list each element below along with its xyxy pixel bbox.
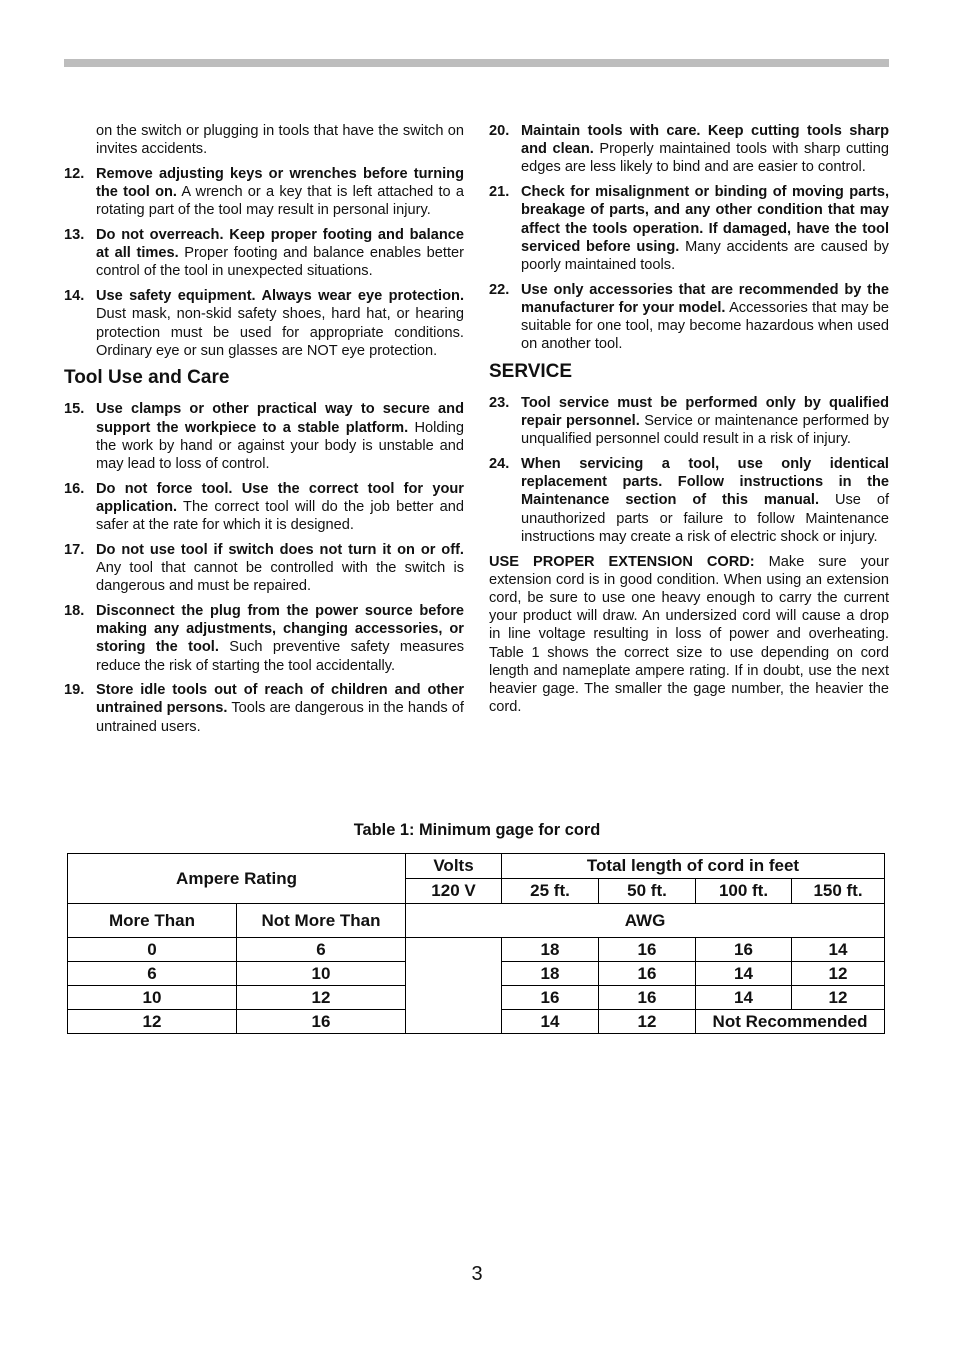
table-caption: Table 1: Minimum gage for cord [353,821,601,839]
item-body: Use of unauthorized parts or failure to follow Maintenance instructions may create a risk of electric shock or injury. [521,492,890,545]
safety-rule-item [64,287,464,360]
item-body: A wrench or a key that is left attached to a rotating part of the tool may result in personal injury. [96,184,464,219]
table-cell: 16 [696,938,792,962]
table-cell: 16 [502,986,599,1010]
item-text [521,394,889,449]
table-cell: 14 [502,1010,599,1034]
length-header: 50 ft. [599,879,696,904]
ampere-rating-header: Ampere Rating [68,854,406,904]
item-bold-lead: Use safety equipment. Always wear eye protection. [96,288,464,305]
table-cell: 12 [792,986,885,1010]
extension-cord-text: Make sure your extension cord is in good condition. When using an extension cord, be sure to use one heavy enough to carry the current your product will draw. An undersized cord will cause a drop in line voltage resulting in loss of power and overheating. Table 1 shows the correct size to use depending on cord length and nameplate ampere rating. If in doubt, use the next heavier gage. The smaller the gage number, the heavier the cord. [489,553,889,716]
table-cell: 14 [792,938,885,962]
awg-header: AWG [406,904,885,938]
item-number: 15. [64,401,85,418]
not-more-than-header: Not More Than [237,904,406,938]
item-bold-lead: Maintain tools with care. Keep cutting tools sharp and clean. [521,123,889,158]
safety-rule-item [64,480,464,535]
safety-rule-item [489,122,889,177]
item-bold-lead: Disconnect the plug from the power source before making any adjustments, changing accessories, or storing the tool. [96,602,464,656]
table-cell: 12 [237,986,406,1010]
total-length-header: Total length of cord in feet [502,854,885,879]
item-body: Tools are dangerous in the hands of untrained users. [96,700,464,735]
table-cell: 16 [599,938,696,962]
extension-cord-paragraph [489,553,889,717]
page-number: 3 [471,1263,483,1285]
item-number: 16. [64,480,85,497]
length-header: 150 ft. [792,879,885,904]
length-header: 25 ft. [502,879,599,904]
item-text [96,681,464,736]
item-body: Service or maintenance performed by unqualified personnel could result in a risk of injury. [521,413,889,448]
safety-rule-item [489,183,889,274]
safety-rule-item [64,226,464,281]
item-number: 23. [489,394,510,411]
item-text [96,602,464,675]
table-cell: 12 [599,1010,696,1034]
item-bold-lead: Use only accessories that are recommended by the manufacturer for your model. [521,281,889,316]
item-bold-lead: Store idle tools out of reach of children and other untrained persons. [96,682,464,717]
item-text [96,400,464,473]
item-body: Such preventive safety measures reduce the risk of starting the tool accidentally. [96,639,464,674]
voltage-cell: 120 V [406,879,502,904]
section-heading-service: SERVICE [489,360,573,382]
table-cell: 16 [599,962,696,986]
not-recommended-cell: Not Recommended [696,1010,885,1034]
item-number: 17. [64,541,85,558]
item-body: Accessories that may be suitable for one tool, may become hazardous when used on another tool. [521,299,889,353]
item-text [96,480,464,535]
item-bold-lead: Check for misalignment or binding of moving parts, breakage of parts, and any other condition that may affect the tools operation. If damaged, have the tool serviced before using. [521,184,889,255]
item-body: Many accidents are caused by poorly maintained tools. [521,238,889,273]
table-cell: 10 [68,986,237,1010]
item-bold-lead: When servicing a tool, use only identical replacement parts. Follow instructions in the Maintenance section of this manual. [521,456,889,509]
left-items-group-b [64,400,464,735]
header-rule [64,59,889,67]
item-bold-lead: Do not use tool if switch does not turn it on or off. [96,541,464,558]
blank-voltage-cell [406,938,502,1034]
item-number: 12. [64,165,85,182]
table-header-row-1 [68,854,885,879]
item-number: 13. [64,227,85,244]
table-cell: 6 [68,962,237,986]
safety-rule-item [489,455,889,546]
item-text [96,165,464,220]
item-bold-lead: Remove adjusting keys or wrenches before turning the tool on. [96,165,464,201]
table-cell: 6 [237,938,406,962]
table-cell: 18 [502,938,599,962]
item-number: 18. [64,602,85,619]
item-text [521,281,889,354]
table-row [68,938,885,962]
table-cell: 16 [599,986,696,1010]
item-number: 24. [489,456,510,473]
right-items-group-b [489,394,889,546]
item-bold-lead: Do not overreach. Keep proper footing and balance at all times. [96,227,464,262]
gage-table [67,853,885,1034]
safety-rule-item [64,602,464,675]
item-body: Holding the work by hand or against your body is unstable and may lead to loss of control. [96,419,464,473]
extension-cord-lead: USE PROPER EXTENSION CORD: [489,553,755,570]
item-text [96,226,464,281]
volts-header: Volts [406,854,502,879]
item-bold-lead: Use clamps or other practical way to secure and support the workpiece to a stable platform. [96,401,464,436]
item-text [521,455,889,546]
table-cell: 0 [68,938,237,962]
table-cell: 10 [237,962,406,986]
item-text [96,541,464,596]
item-text [521,183,889,274]
item-body: The correct tool will do the job better and safer at the rate for which it is designed. [96,498,464,534]
right-items-group-a [489,122,889,353]
length-header: 100 ft. [696,879,792,904]
item-text [521,122,889,177]
item-number: 20. [489,123,510,139]
item-body: Dust mask, non-skid safety shoes, hard hat, or hearing protection must be used for appropriate conditions. Ordinary eye or sun glasses are NOT eye protection. [96,306,464,359]
table-cell: 16 [237,1010,406,1034]
section-heading-tool-use: Tool Use and Care [64,367,230,389]
table-header-row-3 [68,904,885,938]
item-number: 19. [64,682,85,699]
table-cell: 14 [696,986,792,1010]
right-column [489,122,889,716]
safety-rule-item [64,400,464,473]
table-cell: 14 [696,962,792,986]
item-bold-lead: Do not force tool. Use the correct tool for your application. [96,480,464,515]
item-body: Proper footing and balance enables better control of the tool in unexpected situations. [96,245,464,280]
item-bold-lead: Tool service must be performed only by qualified repair personnel. [521,394,889,430]
safety-rule-item [489,394,889,449]
item-body: Any tool that cannot be controlled with the switch is dangerous and must be repaired. [96,560,464,595]
item-number: 22. [489,281,510,298]
table-cell: 12 [68,1010,237,1034]
safety-rule-item [489,281,889,354]
item-body: Properly maintained tools with sharp cutting edges are less likely to bind and are easier to control. [521,141,889,176]
more-than-header: More Than [68,904,237,938]
table-cell: 18 [502,962,599,986]
left-column [64,122,464,742]
item-number: 14. [64,288,85,305]
safety-rule-item [64,681,464,736]
item-text [96,287,464,360]
safety-rule-item [64,541,464,596]
safety-rule-item [64,165,464,220]
left-items-group-a [64,165,464,360]
table-cell: 12 [792,962,885,986]
item-number: 21. [489,184,510,201]
continued-paragraph: on the switch or plugging in tools that have the switch on invites accidents. [96,123,464,158]
